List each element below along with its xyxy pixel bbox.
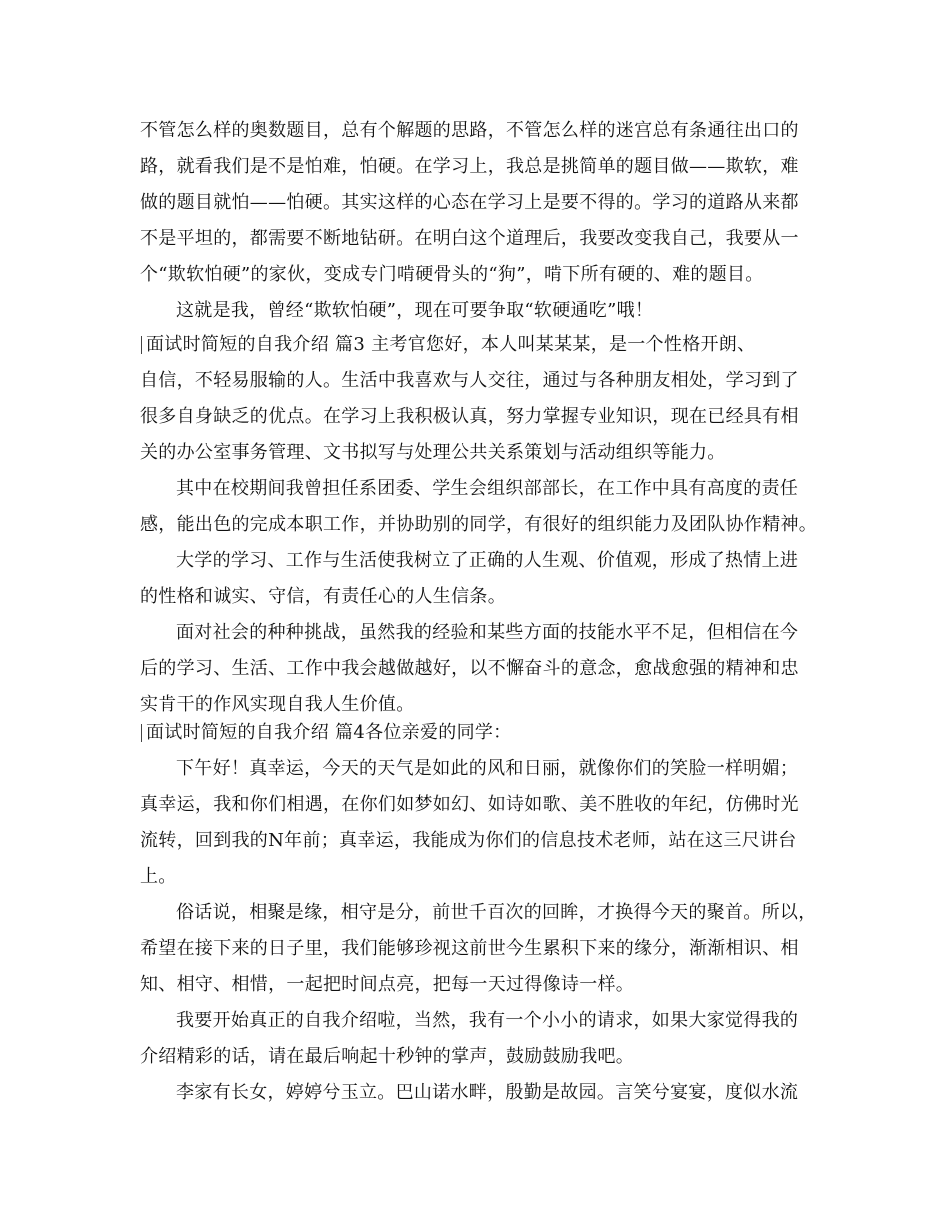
text-line: 李家有长女，婷婷兮玉立。巴山诺水畔，殷勤是故园。言笑兮宴宴，度似水流 [176,1082,799,1103]
text-line: 真幸运，我和你们相遇，在你们如梦如幻、如诗如歌、美不胜收的年纪，仿佛时光 [140,794,799,815]
section-marker [141,336,142,354]
text-line: 下午好！真幸运，今天的天气是如此的风和日丽，就像你们的笑脸一样明媚； [176,758,799,779]
text-line: 我要开始真正的自我介绍啦，当然，我有一个小小的请求，如果大家觉得我的 [176,1010,799,1031]
text-line: 感，能出色的完成本职工作，并协助别的同学，有很好的组织能力及团队协作精神。 [140,514,818,535]
section-heading-line: 面试时简短的自我介绍 篇3 主考官您好，本人叫某某某，是一个性格开朗、 [146,334,756,355]
text-line: 介绍精彩的话，请在最后响起十秒钟的掌声，鼓励鼓励我吧。 [140,1046,635,1067]
text-line: 做的题目就怕——怕硬。其实这样的心态在学习上是要不得的。学习的道路从来都 [140,192,799,213]
section-heading-line: 面试时简短的自我介绍 篇4各位亲爱的同学： [146,722,512,743]
text-line: 后的学习、生活、工作中我会越做越好，以不懈奋斗的意念，愈战愈强的精神和忠 [140,658,799,679]
text-line: 不是平坦的，都需要不断地钻研。在明白这个道理后，我要改变我自己，我要从一 [140,228,799,249]
text-line: 大学的学习、工作与生活使我树立了正确的人生观、价值观，形成了热情上进 [176,550,799,571]
text-line: 希望在接下来的日子里，我们能够珍视这前世今生累积下来的缘分，渐渐相识、相 [140,938,799,959]
text-line: 其中在校期间我曾担任系团委、学生会组织部部长，在工作中具有高度的责任 [176,478,799,499]
text-line: 的性格和诚实、守信，有责任心的人生信条。 [140,586,506,607]
text-line: 很多自身缺乏的优点。在学习上我积极认真，努力掌握专业知识，现在已经具有相 [140,406,799,427]
text-line: 流转，回到我的N年前；真幸运，我能成为你们的信息技术老师，站在这三尺讲台 [140,830,797,851]
text-line: 面对社会的种种挑战，虽然我的经验和某些方面的技能水平不足，但相信在今 [176,622,799,643]
text-line: 实肯干的作风实现自我人生价值。 [140,694,415,715]
text-line: 不管怎么样的奥数题目，总有个解题的思路，不管怎么样的迷宫总有条通往出口的 [140,120,799,141]
text-line: 俗话说，相聚是缘，相守是分，前世千百次的回眸，才换得今天的聚首。所以， [176,902,817,923]
text-line: 路，就看我们是不是怕难，怕硬。在学习上，我总是挑简单的题目做——欺软，难 [140,156,799,177]
text-line: 这就是我，曾经“欺软怕硬”，现在可要争取“软硬通吃”哦！ [176,300,654,321]
text-line: 关的办公室事务管理、文书拟写与处理公共关系策划与活动组织等能力。 [140,442,726,463]
text-line: 知、相守、相惜，一起把时间点亮，把每一天过得像诗一样。 [140,974,635,995]
text-line: 上。 [140,866,177,887]
section-marker [141,724,142,742]
text-line: 个“欺软怕硬”的家伙，变成专门啃硬骨头的“狗”，啃下所有硬的、难的题目。 [140,264,764,285]
text-line: 自信，不轻易服输的人。生活中我喜欢与人交往，通过与各种朋友相处，学习到了 [140,370,799,391]
